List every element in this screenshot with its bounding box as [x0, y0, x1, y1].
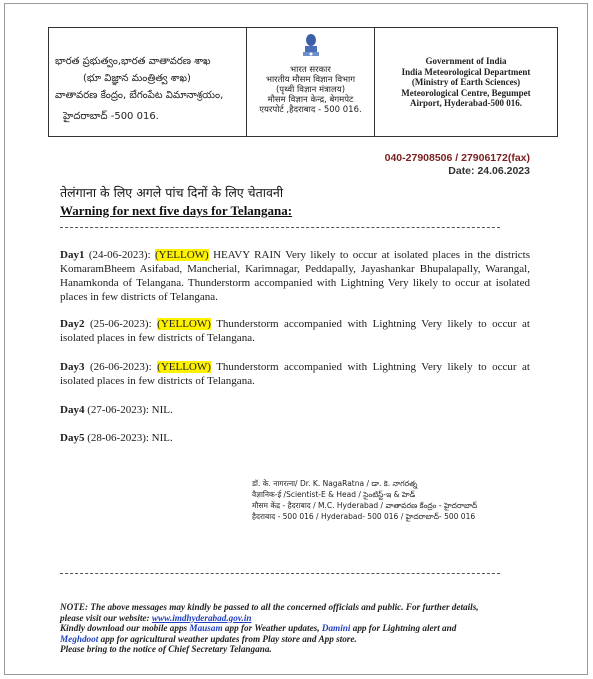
- warning-title-english: Warning for next five days for Telangana:: [60, 203, 293, 218]
- note-line: NOTE: The above messages may kindly be passed to all the concerned officials and public. For further details,: [60, 602, 479, 612]
- day-text: Thunderstorm accompanied with Lightning Very likely to occur at isolated places in few districts of Telangana.: [60, 361, 530, 387]
- day-warning: [60, 403, 530, 417]
- note-text: please visit our website:: [60, 612, 152, 623]
- letterhead-english: [375, 28, 557, 136]
- contact-block: [330, 152, 530, 178]
- damini-app-link[interactable]: Damini: [321, 623, 351, 633]
- english-line: India Meteorological Department: [401, 66, 531, 77]
- day-warning: [60, 248, 530, 304]
- note-text: app for agricultural weather updates from Play store and App store.: [98, 633, 357, 644]
- telugu-line: వాతావరణ కేంద్రం, బేగంపేట విమానాశ్రయం,: [55, 90, 224, 101]
- alert-level: (YELLOW): [154, 249, 209, 261]
- note-text: app for Lightning alert and: [350, 623, 457, 633]
- note-text: Kindly download our mobile apps: [60, 623, 190, 633]
- signature-line: मौसम केंद्र - हैदराबाद / M.C. Hyderabad / వాతావరణ కేంద్రం - హైదరాబాద్: [252, 501, 478, 510]
- hindi-line: एयरपोर्ट ,हैदराबाद - 500 016.: [259, 105, 362, 115]
- day-label: Day2: [60, 318, 85, 330]
- note-line: [60, 634, 540, 645]
- english-line: Government of India: [425, 56, 507, 66]
- website-link[interactable]: www.imdhyderabad.gov.in: [151, 612, 252, 623]
- hindi-line: मौसम विज्ञान केन्द्र, बेगमपेट: [267, 95, 354, 105]
- day-label: Day3: [60, 361, 85, 373]
- day-date: (25-06-2023):: [84, 318, 158, 330]
- meghdoot-app-link[interactable]: Meghdoot: [60, 633, 99, 644]
- letterhead: [48, 27, 558, 137]
- day-text: NIL.: [151, 404, 173, 416]
- day-warning: [60, 317, 530, 345]
- note-line: [60, 613, 540, 624]
- signature-line: डॉ. के. नागरत्ना/ Dr. K. NagaRatna / డా. కె. నాగరత్న: [252, 479, 418, 488]
- english-line: Meteorological Centre, Begumpet: [401, 87, 531, 98]
- day-date: (26-06-2023):: [84, 361, 158, 373]
- english-line: (Ministry of Earth Sciences): [411, 77, 521, 87]
- day-warning: [60, 360, 530, 388]
- letterhead-telugu: [49, 28, 247, 136]
- note-line: [60, 623, 540, 634]
- signature-line: वैज्ञानिक-ई /Scientist-E & Head / సైంటిస్ట్-ఇ & హెడ్: [252, 490, 416, 499]
- day-date: (24-06-2023):: [84, 249, 155, 261]
- day-warning: [60, 431, 530, 445]
- hindi-line: (पृथ्वी विज्ञान मंत्रालय): [275, 85, 346, 95]
- signature-line: हैदराबाद - 500 016 / Hyderabad- 500 016 / హైదరాబాద్- 500 016: [252, 512, 476, 521]
- issue-date: Date: 24.06.2023: [448, 165, 530, 177]
- warning-title-hindi: तेलंगाना के लिए अगले पांच दिनों के लिए चेतावनी: [60, 185, 284, 200]
- day-date: (27-06-2023):: [84, 404, 152, 416]
- telugu-line: హైదరాబాద్ -500 016.: [63, 111, 159, 122]
- national-emblem-icon: [299, 32, 323, 60]
- day-text: NIL.: [151, 432, 173, 444]
- note-text: app for Weather updates,: [222, 623, 322, 633]
- english-line: Airport, Hyderabad-500 016.: [410, 98, 522, 108]
- day-date: (28-06-2023):: [84, 432, 152, 444]
- day-label: Day1: [60, 249, 85, 261]
- footer-note: [60, 602, 540, 655]
- telugu-line: (భూ విజ్ఞాన మంత్రిత్వ శాఖ): [83, 73, 191, 84]
- letterhead-hindi: [247, 28, 375, 136]
- day-label: Day4: [60, 404, 85, 416]
- note-line: Please bring to the notice of Chief Secretary Telangana.: [60, 644, 272, 654]
- day-text: HEAVY RAIN Very likely to occur at isolated places in the districts KomaramBheem Asifabad, Mancherial, Karimnagar, Peddapally, Jayashankar Bhupalapally, Warangal, Hanamkonda of Telangana. Thunderstorm accompanied with Lightning Very likely to occur at isolated places in few districts of Telangana.: [60, 249, 531, 303]
- mausam-app-link[interactable]: Mausam: [189, 623, 223, 633]
- telugu-line: భారత ప్రభుత్వం,భారత వాతావరణ శాఖ: [55, 56, 211, 67]
- hindi-line: भारत सरकार: [290, 65, 331, 75]
- divider: [60, 573, 500, 574]
- signature-block: [252, 478, 477, 522]
- phone-number: 040-27908506 / 27906172(fax): [384, 152, 530, 164]
- day-text: Thunderstorm accompanied with Lightning Very likely to occur at isolated places in few districts of Telangana.: [60, 318, 530, 344]
- hindi-line: भारतीय मौसम विज्ञान विभाग: [265, 75, 356, 85]
- alert-level: (YELLOW): [157, 318, 211, 330]
- alert-level: (YELLOW): [157, 361, 211, 373]
- divider: [60, 227, 500, 228]
- day-label: Day5: [60, 432, 85, 444]
